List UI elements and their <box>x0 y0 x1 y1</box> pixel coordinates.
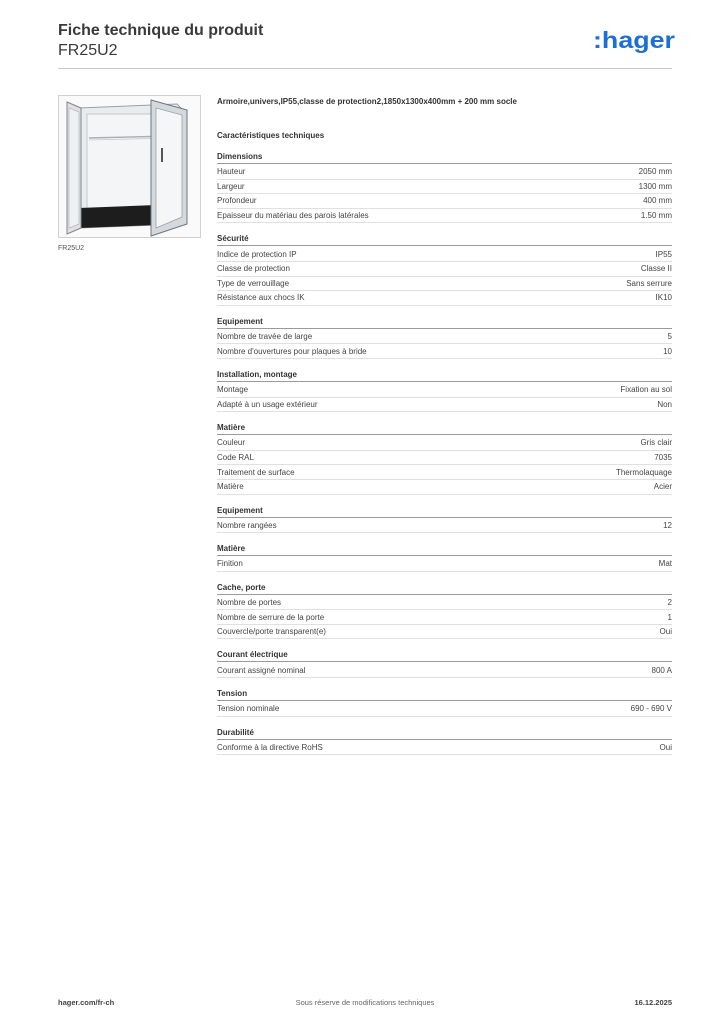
spec-value: Non <box>657 399 672 409</box>
spec-value: 800 A <box>651 665 672 675</box>
spec-section <box>217 369 672 412</box>
spec-section <box>217 727 672 756</box>
spec-row <box>217 557 672 572</box>
section-title: Courant électrique <box>217 649 672 662</box>
spec-label: Matière <box>217 482 244 492</box>
section-title: Cache, porte <box>217 582 672 595</box>
spec-sections <box>217 151 672 755</box>
spec-row <box>217 519 672 534</box>
spec-label: Montage <box>217 385 249 395</box>
spec-row <box>217 194 672 209</box>
spec-row <box>217 480 672 495</box>
hager-logo <box>593 28 675 56</box>
spec-value: 1 <box>667 612 672 622</box>
spec-row <box>217 383 672 398</box>
spec-value: 1.50 mm <box>640 211 672 221</box>
section-title: Equipement <box>217 316 672 329</box>
spec-value: IK10 <box>655 293 672 303</box>
spec-row <box>217 330 672 345</box>
spec-row <box>217 702 672 717</box>
spec-value: 12 <box>663 520 672 530</box>
spec-row <box>217 398 672 413</box>
spec-row <box>217 344 672 359</box>
section-title: Durabilité <box>217 727 672 740</box>
spec-section <box>217 316 672 359</box>
spec-label: Finition <box>217 559 243 569</box>
section-title: Installation, montage <box>217 369 672 382</box>
spec-row <box>217 451 672 466</box>
spec-value: 2 <box>667 597 672 607</box>
footer-disclaimer: Sous réserve de modifications techniques <box>295 998 435 1007</box>
spec-label: Type de verrouillage <box>217 278 290 288</box>
spec-label: Classe de protection <box>217 264 290 274</box>
section-title: Equipement <box>217 505 672 518</box>
spec-value: 1300 mm <box>638 181 672 191</box>
footer-date: 16.12.2025 <box>634 998 672 1007</box>
header-divider <box>58 68 672 69</box>
spec-label: Traitement de surface <box>217 467 295 477</box>
spec-label: Tension nominale <box>217 704 280 714</box>
spec-label: Courant assigné nominal <box>217 665 306 675</box>
spec-section <box>217 151 672 223</box>
spec-value: Thermolaquage <box>615 467 672 477</box>
spec-row <box>217 465 672 480</box>
spec-label: Profondeur <box>217 196 257 206</box>
spec-value: Sans serrure <box>626 278 672 288</box>
spec-value: 400 mm <box>643 196 672 206</box>
spec-row <box>217 436 672 451</box>
spec-row <box>217 165 672 180</box>
spec-section <box>217 233 672 305</box>
spec-label: Indice de protection IP <box>217 249 297 259</box>
spec-value: Oui <box>659 742 672 752</box>
spec-label: Couvercle/porte transparent(e) <box>217 627 326 637</box>
spec-value: IP55 <box>655 249 672 259</box>
spec-label: Code RAL <box>217 453 254 463</box>
spec-section <box>217 582 672 640</box>
spec-content <box>217 96 672 765</box>
spec-value: 5 <box>667 332 672 342</box>
spec-label: Nombre d'ouvertures pour plaques à bride <box>217 346 367 356</box>
spec-value: Fixation au sol <box>620 385 672 395</box>
spec-value: 10 <box>663 346 672 356</box>
spec-value: Oui <box>659 627 672 637</box>
spec-label: Résistance aux chocs IK <box>217 293 305 303</box>
spec-row <box>217 247 672 262</box>
spec-row <box>217 277 672 292</box>
section-title: Matière <box>217 543 672 556</box>
page-header <box>58 21 263 61</box>
product-image <box>58 95 201 238</box>
spec-row <box>217 596 672 611</box>
technical-characteristics-heading: Caractéristiques techniques <box>217 131 325 140</box>
spec-label: Couleur <box>217 438 246 448</box>
document-title: Fiche technique du produit <box>58 22 264 39</box>
spec-section <box>217 649 672 678</box>
spec-section <box>217 505 672 534</box>
spec-row <box>217 625 672 640</box>
spec-row <box>217 663 672 678</box>
spec-label: Hauteur <box>217 167 246 177</box>
section-title: Tension <box>217 688 672 701</box>
section-title: Sécurité <box>217 233 672 246</box>
spec-row <box>217 610 672 625</box>
spec-value: Mat <box>658 559 672 569</box>
footer-website: hager.com/fr-ch <box>58 998 115 1007</box>
spec-value: Acier <box>653 482 672 492</box>
spec-value: Classe II <box>640 264 672 274</box>
spec-label: Epaisseur du matériau des parois latérales <box>217 211 369 221</box>
spec-value: 7035 <box>654 453 672 463</box>
product-reference: FR25U2 <box>58 42 118 59</box>
logo-text: :hager <box>593 28 675 53</box>
spec-value: Gris clair <box>640 438 672 448</box>
section-title: Matière <box>217 422 672 435</box>
spec-row <box>217 741 672 756</box>
spec-row <box>217 291 672 306</box>
spec-label: Conforme à la directive RoHS <box>217 742 323 752</box>
spec-section <box>217 688 672 717</box>
spec-row <box>217 180 672 195</box>
spec-label: Nombre de travée de large <box>217 332 313 342</box>
spec-value: 690 - 690 V <box>630 704 672 714</box>
cabinet-illustration <box>59 96 200 237</box>
spec-row <box>217 209 672 224</box>
spec-label: Largeur <box>217 181 245 191</box>
spec-label: Nombre rangées <box>217 520 277 530</box>
section-title: Dimensions <box>217 151 672 164</box>
spec-row <box>217 262 672 277</box>
spec-section <box>217 422 672 494</box>
spec-label: Nombre de portes <box>217 597 282 607</box>
spec-section <box>217 543 672 572</box>
product-description: Armoire,univers,IP55,classe de protection2,1850x1300x400mm + 200 mm socle <box>217 97 517 106</box>
spec-label: Nombre de serrure de la porte <box>217 612 325 622</box>
page-footer <box>58 998 672 1010</box>
spec-value: 2050 mm <box>638 167 672 177</box>
product-image-caption: FR25U2 <box>58 245 85 252</box>
spec-label: Adapté à un usage extérieur <box>217 399 318 409</box>
